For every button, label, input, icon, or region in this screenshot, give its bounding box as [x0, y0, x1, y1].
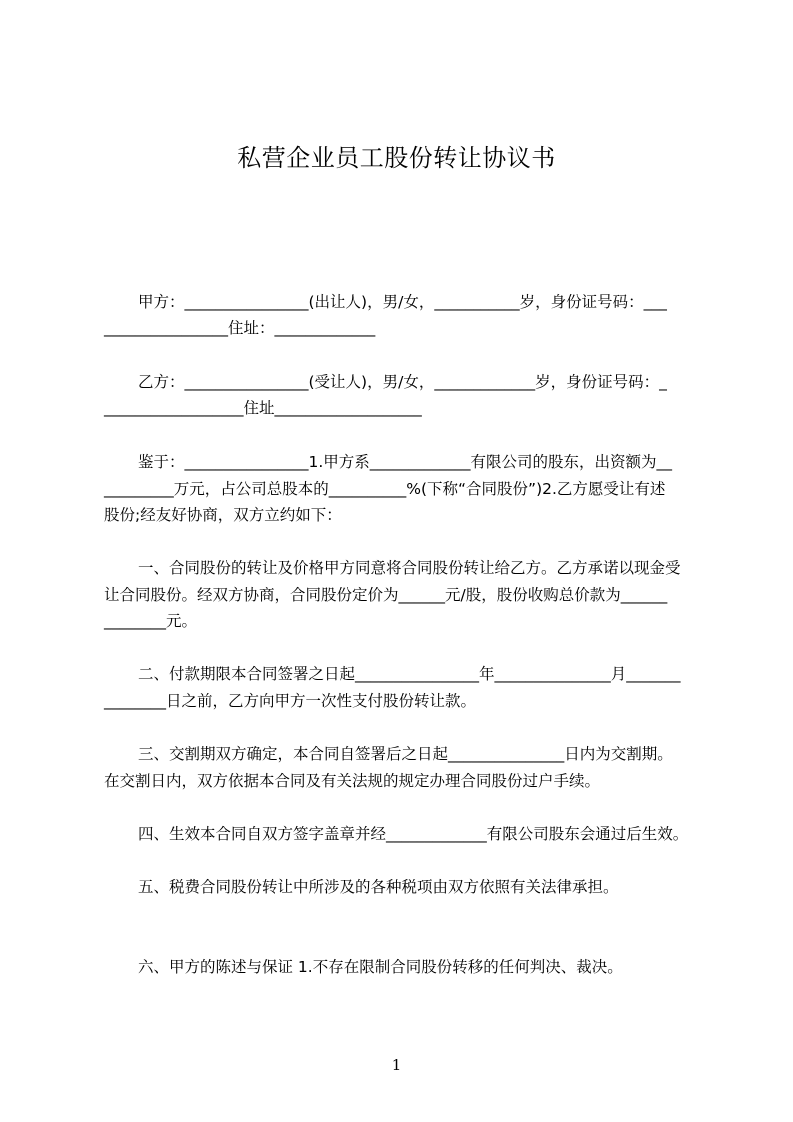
- clause-5-line-1: 五、税费合同股份转让中所涉及的各种税项由双方依照有关法律承担。: [138, 878, 619, 896]
- whereas-line-2: _________万元，占公司总股本的__________%(下称“合同股份”)2.乙方愿受让有述: [104, 480, 666, 498]
- document-title: 私营企业员工股份转让协议书: [237, 144, 556, 172]
- whereas-line-3: 股份;经友好协商，双方立约如下：: [104, 506, 342, 524]
- clause-2-line-2: ________日之前，乙方向甲方一次性支付股份转让款。: [104, 692, 477, 710]
- clause-1-line-1: 一、合同股份的转让及价格甲方同意将合同股份转让给乙方。乙方承诺以现金受: [138, 559, 681, 577]
- clause-3-line-2: 在交割日内，双方依据本合同及有关法规的规定办理合同股份过户手续。: [104, 772, 601, 790]
- page-number: 1: [391, 1056, 402, 1074]
- clause-1-line-3: ________元。: [104, 612, 198, 630]
- party-b-line-2: __________________住址___________________: [104, 399, 422, 417]
- clause-1-line-2: 让合同股份。经双方协商，合同股份定价为______元/股，股份收购总价款为______: [104, 586, 668, 604]
- whereas-line-1: 鉴于：________________1.甲方系_____________有限公司的股东，出资额为__: [138, 453, 673, 471]
- clause-6-line-1: 六、甲方的陈述与保证 1.不存在限制合同股份转移的任何判决、裁决。: [138, 958, 623, 976]
- clause-4-line-1: 四、生效本合同自双方签字盖章并经_____________有限公司股东会通过后生效。: [138, 825, 689, 843]
- party-a-line-2: ________________住址：_____________: [104, 319, 376, 337]
- party-a-line-1: 甲方：________________(出让人)，男/女，___________岁，身份证号码：___: [138, 293, 667, 311]
- clause-3-line-1: 三、交割期双方确定，本合同自签署后之日起_______________日内为交割期。: [138, 745, 673, 763]
- clause-2-line-1: 二、付款期限本合同签署之日起________________年_______________月_______: [138, 665, 681, 683]
- party-b-line-1: 乙方：________________(受让人)，男/女，_____________岁，身份证号码：_: [138, 373, 667, 391]
